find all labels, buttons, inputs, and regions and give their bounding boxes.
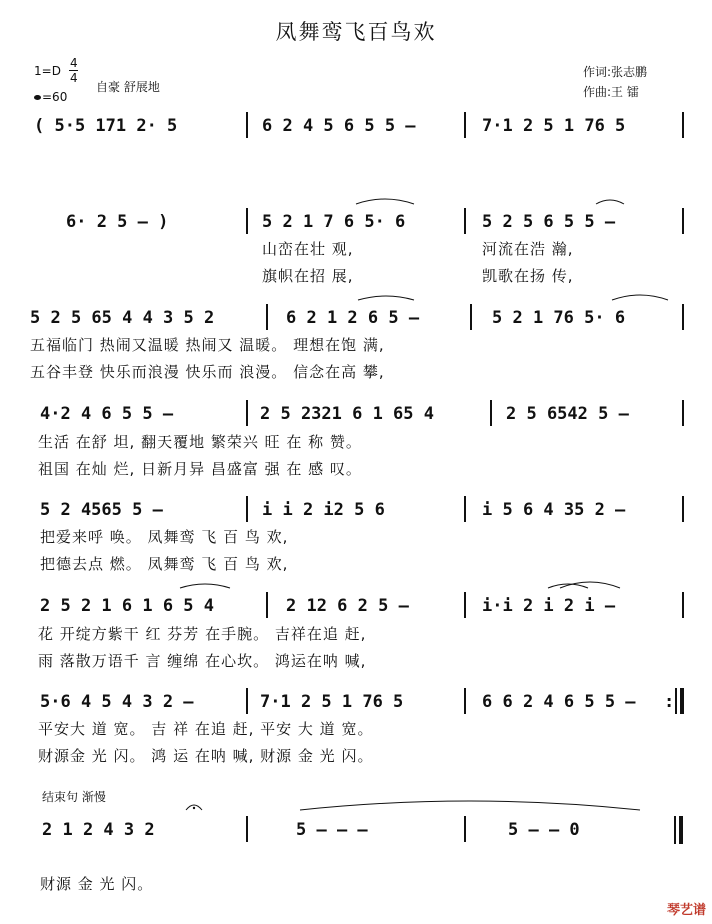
staff1-bar1: ( 5·5 171 2· 5 xyxy=(34,116,178,136)
barline xyxy=(682,208,684,234)
barline xyxy=(266,592,268,618)
slur xyxy=(356,199,414,204)
time-signature-bottom: 4 xyxy=(70,71,78,85)
key-signature: 1=D xyxy=(34,64,61,78)
staff2-bar2: 5 2 1 7 6 5· 6 xyxy=(262,212,406,232)
barline xyxy=(464,496,466,522)
barline xyxy=(490,400,492,426)
slur xyxy=(560,582,620,588)
slur xyxy=(612,295,668,300)
staff4-bar3: 2 5 6542 5 – xyxy=(506,404,629,424)
staff5-bar3: i 5 6 4 35 2 – xyxy=(482,500,626,520)
staff4-bar1: 4·2 4 6 5 5 – xyxy=(40,404,174,424)
staff2-lyric2-a: 旗帜在招 展, xyxy=(262,267,354,285)
barline xyxy=(682,592,684,618)
staff3-bar2: 6 2 1 2 6 5 – xyxy=(286,308,420,328)
staff4-lyric2: 祖国 在灿 烂, 日新月异 昌盛富 强 在 感 叹。 xyxy=(38,460,362,478)
staff6-bar1: 2 5 2 1 6 1 6 5 4 xyxy=(40,596,214,616)
staff4-lyric1: 生活 在舒 坦, 翻天覆地 繁荣兴 旺 在 称 赞。 xyxy=(38,433,362,451)
composer-credit: 作曲:王 镭 xyxy=(583,85,639,99)
slur xyxy=(358,296,414,300)
coda-lyric: 财源 金 光 闪。 xyxy=(40,875,154,893)
quarter-note-icon xyxy=(34,95,41,100)
slur xyxy=(300,801,640,810)
lyricist-credit: 作词:张志鹏 xyxy=(583,65,648,79)
staff4-bar2: 2 5 2321 6 1 65 4 xyxy=(260,404,434,424)
barline xyxy=(464,208,466,234)
barline xyxy=(682,496,684,522)
barline xyxy=(682,304,684,330)
slur xyxy=(548,584,588,588)
staff5-lyric2: 把德去点 燃。 凤舞鸾 飞 百 鸟 欢, xyxy=(40,555,289,573)
staff2-bar3: 5 2 5 6 5 5 – xyxy=(482,212,616,232)
song-title: 凤舞鸾飞百鸟欢 xyxy=(275,20,437,44)
staff3-bar3: 5 2 1 76 5· 6 xyxy=(492,308,626,328)
staff5-bar1: 5 2 4565 5 – xyxy=(40,500,163,520)
barline xyxy=(246,496,248,522)
staff6-lyric1: 花 开绽方紫干 红 芬芳 在手腕。 吉祥在追 赶, xyxy=(38,625,367,643)
staff2-lyric1-b: 河流在浩 瀚, xyxy=(482,240,574,258)
final-barline xyxy=(679,816,683,844)
barline xyxy=(464,688,466,714)
barline xyxy=(674,816,676,844)
staff2-lyric1-a: 山峦在壮 观, xyxy=(262,240,354,258)
fermata-icon xyxy=(186,805,202,810)
end-repeat-barline xyxy=(680,688,684,714)
repeat-sign: : xyxy=(664,692,675,712)
barline xyxy=(266,304,268,330)
coda-label: 结束句 渐慢 xyxy=(42,790,106,804)
staff6-bar2: 2 12 6 2 5 – xyxy=(286,596,409,616)
barline xyxy=(675,688,677,714)
staff7-lyric1: 平安大 道 宽。 吉 祥 在追 赶, 平安 大 道 宽。 xyxy=(38,720,374,738)
staff7-bar1: 5·6 4 5 4 3 2 – xyxy=(40,692,194,712)
barline xyxy=(246,816,248,842)
staff7-lyric2: 财源金 光 闪。 鸿 运 在呐 喊, 财源 金 光 闪。 xyxy=(38,747,374,765)
barline xyxy=(682,112,684,138)
staff1-bar3: 7·1 2 5 1 76 5 xyxy=(482,116,626,136)
coda-bar1: 2 1 2 4 3 2 xyxy=(42,820,155,840)
slur xyxy=(596,200,624,204)
staff1-bar2: 6 2 4 5 6 5 5 – xyxy=(262,116,416,136)
staff6-lyric2: 雨 落散万语千 言 缠绵 在心坎。 鸿运在呐 喊, xyxy=(38,652,367,670)
barline xyxy=(246,208,248,234)
staff3-bar1: 5 2 5 65 4 4 3 5 2 xyxy=(30,308,215,328)
barline xyxy=(470,304,472,330)
coda-bar3: 5 – – 0 xyxy=(508,820,580,840)
staff6-bar3: i·i 2 i 2 i – xyxy=(482,596,616,616)
coda-bar2: 5 – – – xyxy=(296,820,368,840)
barline xyxy=(246,688,248,714)
staff3-lyric2: 五谷丰登 快乐而浪漫 快乐而 浪漫。 信念在高 攀, xyxy=(30,363,385,381)
expression-marking: 自豪 舒展地 xyxy=(96,80,160,94)
barline xyxy=(682,400,684,426)
tempo-marking: =60 xyxy=(42,90,68,104)
barline xyxy=(246,112,248,138)
staff5-bar2: i i 2 i2 5 6 xyxy=(262,500,385,520)
time-signature-top: 4 xyxy=(70,56,78,70)
barline xyxy=(464,592,466,618)
barline xyxy=(464,112,466,138)
staff7-bar3: 6 6 2 4 6 5 5 – xyxy=(482,692,636,712)
staff7-bar2: 7·1 2 5 1 76 5 xyxy=(260,692,404,712)
staff5-lyric1: 把爱来呼 唤。 凤舞鸾 飞 百 鸟 欢, xyxy=(40,528,289,546)
fermata-dot xyxy=(193,807,195,809)
staff2-lyric2-b: 凯歌在扬 传, xyxy=(482,267,574,285)
barline xyxy=(246,400,248,426)
watermark-logo: 琴艺谱 xyxy=(666,903,706,918)
staff2-bar1: 6· 2 5 – ) xyxy=(66,212,169,232)
slur xyxy=(180,584,230,588)
staff3-lyric1: 五福临门 热闹又温暖 热闹又 温暖。 理想在饱 满, xyxy=(30,336,385,354)
barline xyxy=(464,816,466,842)
